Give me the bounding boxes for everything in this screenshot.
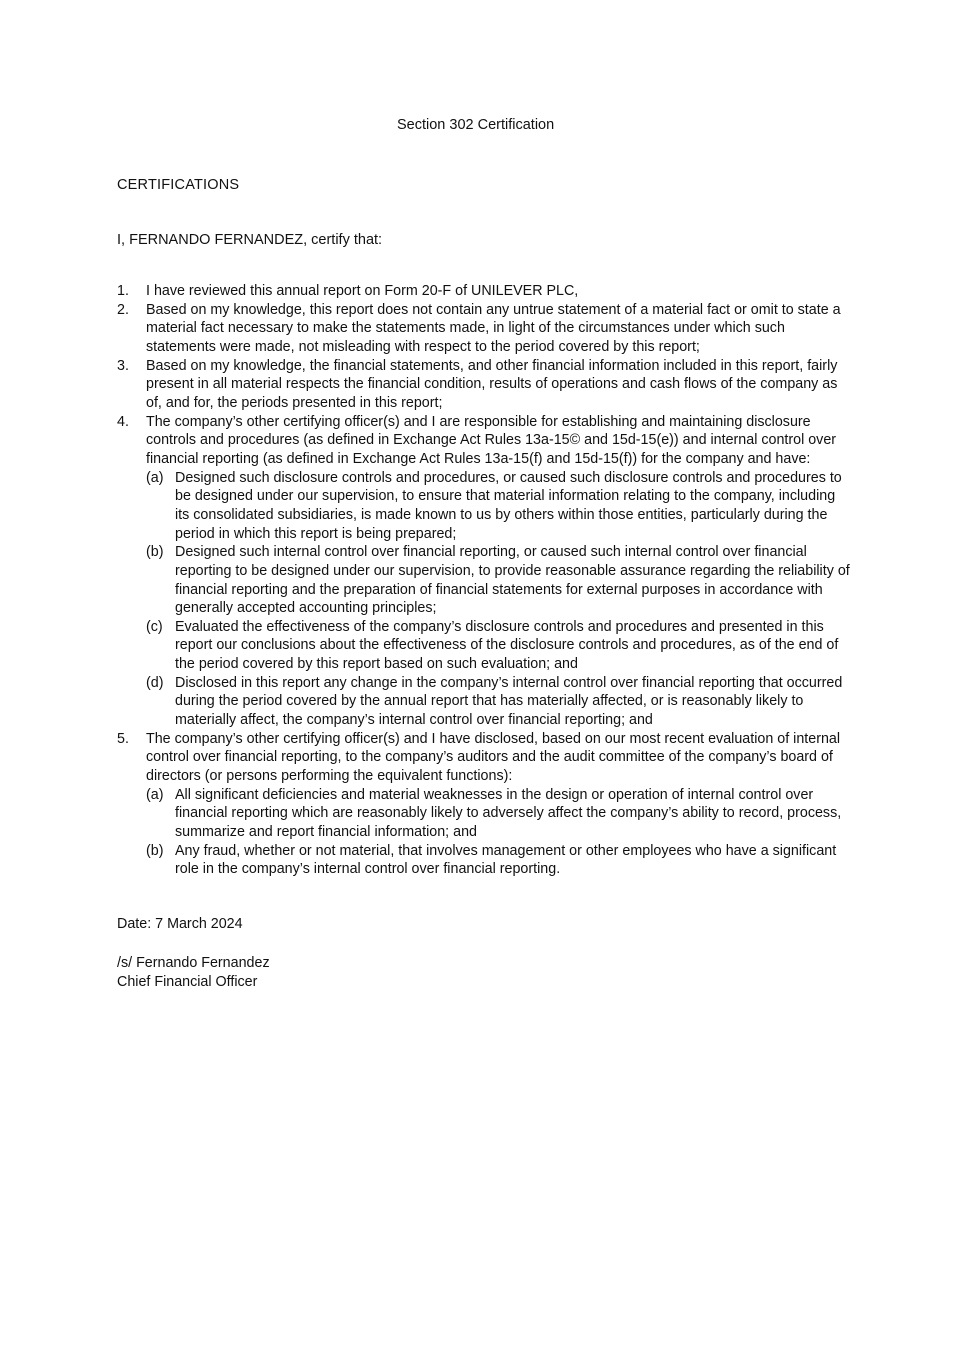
sub-item [146, 842, 852, 879]
sub-item-letter: (c) [146, 618, 163, 635]
sub-list [146, 469, 852, 730]
sub-item-letter: (a) [146, 469, 164, 486]
section-heading: CERTIFICATIONS [117, 177, 240, 193]
item-number: 1. [117, 283, 129, 299]
sub-item-text: Evaluated the effectiveness of the company’s disclosure controls and procedures and presented in this report our conclusions about the effectiveness of the disclosure controls and procedures, as of the end of the period covered by this report based on such evaluation; and [175, 618, 839, 673]
sub-item-letter: (b) [146, 842, 164, 859]
sub-item-text: Disclosed in this report any change in the company’s internal control over financial reporting that occurred during the period covered by the annual report that has materially affected, or is reasonably likely to materially affect, the company’s internal control over financial reporting; and [175, 674, 843, 729]
sub-item [146, 618, 852, 674]
item-text: I have reviewed this annual report on Form 20-F of UNILEVER PLC, [146, 283, 579, 299]
sub-item [146, 786, 852, 842]
page-title: Section 302 Certification [397, 117, 555, 133]
item-number: 5. [117, 730, 129, 747]
sub-item-text: Designed such disclosure controls and procedures, or caused such disclosure controls and procedures to be designed under our supervision, to ensure that material information relating to the company, including its consolidated subsidiaries, is made known to us by others within those entities, particularly during the period in which this report is being prepared; [175, 469, 842, 542]
item-text: The company’s other certifying officer(s) and I are responsible for establishing and maintaining disclosure controls and procedures (as defined in Exchange Act Rules 13a-15© and 15d-15(e)) and internal control over financial reporting (as defined in Exchange Act Rules 13a-15(f) and 15d-15(f)) for the company and have: [146, 413, 837, 467]
signature-block [117, 954, 270, 991]
item-number: 3. [117, 357, 129, 374]
sub-list [146, 786, 852, 879]
sub-item [146, 674, 852, 730]
item-number: 4. [117, 413, 129, 430]
item-text: Based on my knowledge, this report does not contain any untrue statement of a material fact or omit to state a material fact necessary to make the statements made, in light of the circumstances under which such statements were made, not misleading with respect to the period covered by this report; [146, 301, 841, 355]
signer-title: Chief Financial Officer [117, 973, 258, 990]
certification-list [117, 282, 852, 879]
sub-item [146, 543, 852, 618]
sub-item-letter: (b) [146, 544, 164, 561]
item-text: Based on my knowledge, the financial statements, and other financial information included in this report, fairly present in all material respects the financial condition, results of operations and cash flows of the company as of, and for, the periods presented in this report; [146, 357, 838, 411]
item-text: The company’s other certifying officer(s) and I have disclosed, based on our most recent evaluation of internal control over financial reporting, to the company’s auditors and the audit committee of the company’s board of directors (or persons performing the equivalent functions): [146, 730, 841, 785]
certification-item [117, 357, 852, 413]
sub-item-letter: (a) [146, 786, 164, 803]
certification-date: Date: 7 March 2024 [117, 916, 243, 932]
sub-item [146, 469, 852, 544]
certification-item [117, 730, 852, 879]
item-number: 2. [117, 301, 129, 318]
sub-item-text: All significant deficiencies and material weaknesses in the design or operation of internal control over financial reporting which are reasonably likely to adversely affect the company’s ability to record, process, summarize and report financial information; and [175, 786, 842, 841]
intro-statement: I, FERNANDO FERNANDEZ, certify that: [117, 232, 383, 248]
sub-item-letter: (d) [146, 674, 164, 691]
signature: /s/ Fernando Fernandez [117, 955, 270, 971]
certification-item [117, 301, 852, 357]
sub-item-text: Any fraud, whether or not material, that involves management or other employees who have a significant role in the company’s internal control over financial reporting. [175, 842, 837, 878]
certification-item [117, 282, 852, 301]
certification-item [117, 413, 852, 730]
sub-item-text: Designed such internal control over financial reporting, or caused such internal control over financial reporting to be designed under our supervision, to provide reasonable assurance regarding the reliability of financial reporting and the preparation of financial statements for external purposes in accordance with generally accepted accounting principles; [175, 544, 850, 617]
